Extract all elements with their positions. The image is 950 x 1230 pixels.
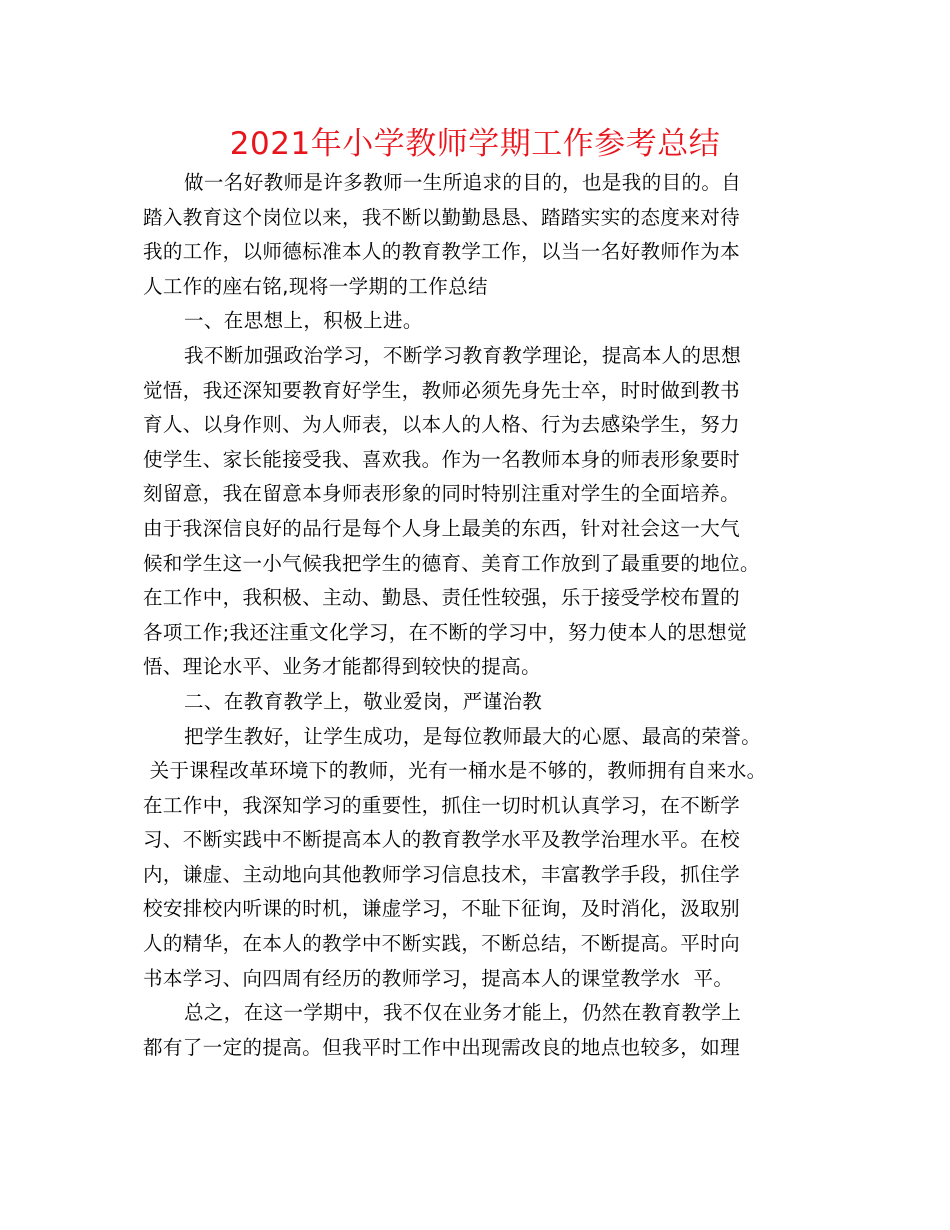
body-line: 使学生、家长能接受我、喜欢我。作为一名教师本身的师表形象要时 [143,447,741,471]
section-heading: 二、在教育教学上，敬业爱岗，严谨治教 [184,689,543,713]
document-title: 2021年小学教师学期工作参考总结 [229,126,721,162]
document-body [143,166,825,1065]
body-line: 总之，在这一学期中，我不仅在业务才能上，仍然在教育教学上 [184,1001,742,1025]
body-line: 书本学习、向四周有经历的教师学习，提高本人的课堂教学水 平。 [143,966,734,990]
body-line: 习、不断实践中不断提高本人的教育教学水平及教学治理水平。在校 [143,828,741,852]
body-line: 育人、以身作则、为人师表，以本人的人格、行为去感染学生，努力 [143,413,741,437]
body-line: 校安排校内听课的时机，谦虚学习，不耻下征询，及时消化，汲取别 [143,897,741,921]
body-line: 由于我深信良好的品行是每个人身上最美的东西，针对社会这一大气 [143,516,741,540]
body-line: 候和学生这一小气候我把学生的德育、美育工作放到了最重要的地位。 [143,551,760,575]
body-line: 人工作的座右铭,现将一学期的工作总结 [143,274,488,298]
body-line: 内，谦虚、主动地向其他教师学习信息技术，丰富教学手段，抓住学 [143,862,741,886]
body-line: 都有了一定的提高。但我平时工作中出现需改良的地点也较多，如理 [143,1035,741,1059]
body-line: 刻留意，我在留意本身师表形象的同时特别注重对学生的全面培养。 [143,482,741,506]
body-line: 做一名好教师是许多教师一生所追求的目的，也是我的目的。自 [184,171,742,194]
body-line: 关于课程改革环境下的教师，光有一桶水是不够的，教师拥有自来水。 [143,759,767,783]
body-line: 我不断加强政治学习，不断学习教育教学理论，提高本人的思想 [184,343,742,367]
body-line: 我的工作，以师德标准本人的教育教学工作，以当一名好教师作为本 [143,240,741,264]
body-line: 觉悟，我还深知要教育好学生，教师必须先身先士卒，时时做到教书 [143,378,741,402]
body-line: 人的精华，在本人的教学中不断实践，不断总结，不断提高。平时向 [143,932,741,956]
body-line: 在工作中，我深知学习的重要性，抓住一切时机认真学习，在不断学 [143,793,741,817]
body-line: 各项工作;我还注重文化学习，在不断的学习中，努力使本人的思想觉 [143,620,747,644]
body-line: 悟、理论水平、业务才能都得到较快的提高。 [143,655,542,679]
body-line: 把学生教好，让学生成功，是每位教师最大的心愿、最高的荣誉。 [184,724,762,748]
body-line: 在工作中，我积极、主动、勤恳、责任性较强，乐于接受学校布置的 [143,586,741,610]
section-heading: 一、在思想上，积极上进。 [184,309,423,333]
body-line: 踏入教育这个岗位以来，我不断以勤勤恳恳、踏踏实实的态度来对待 [143,205,741,229]
